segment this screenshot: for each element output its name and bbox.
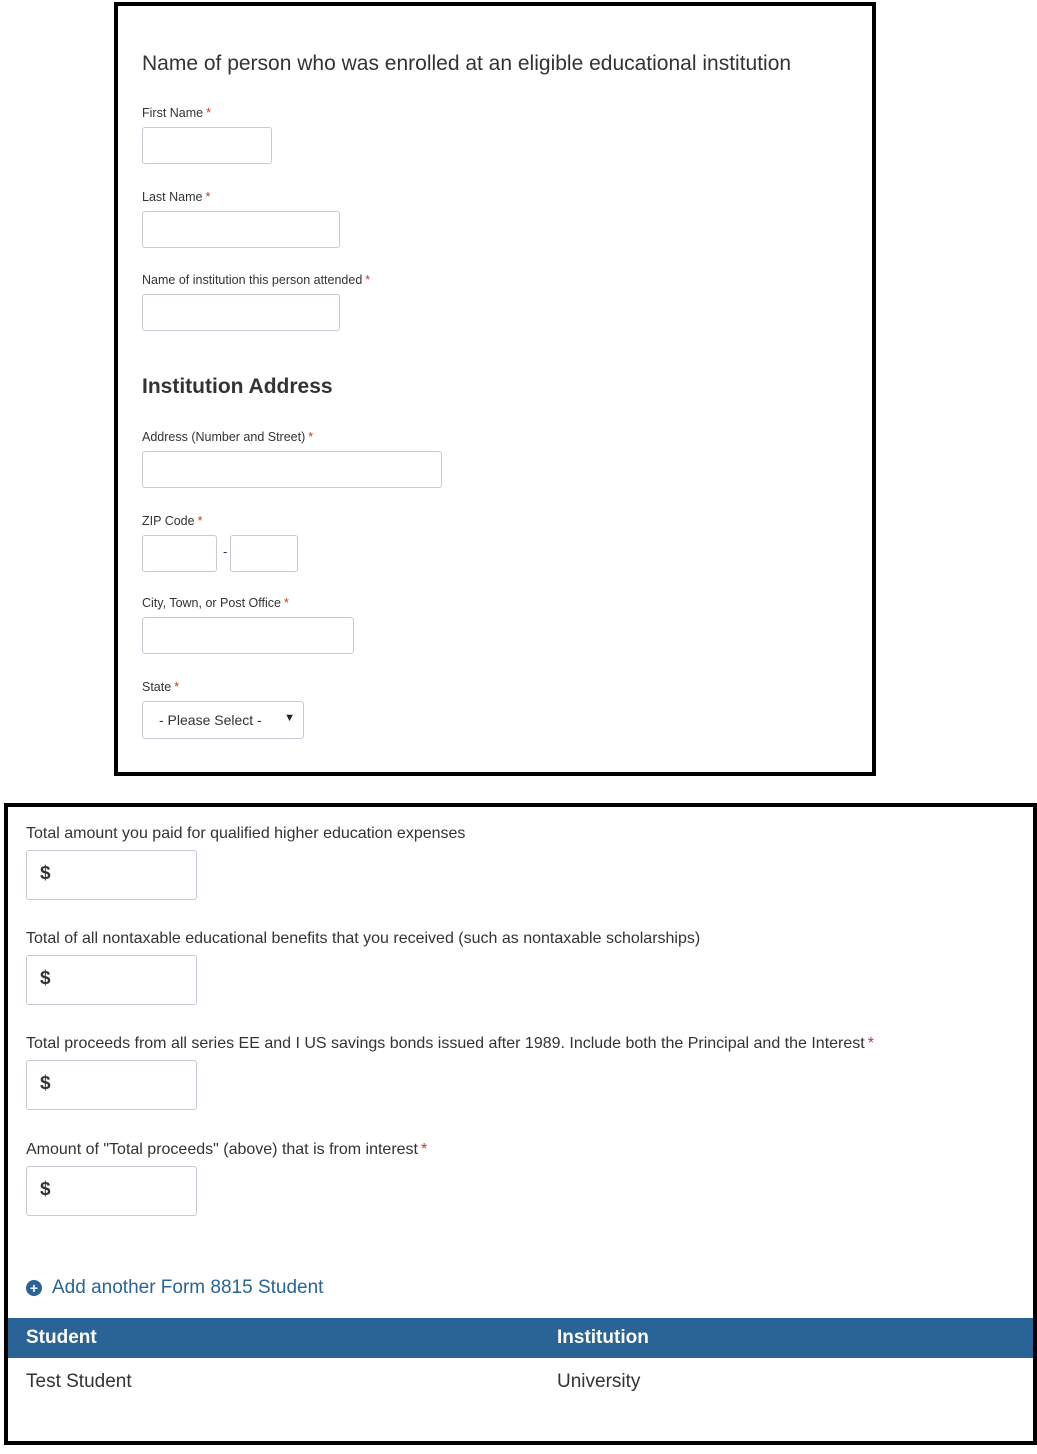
bond-proceeds-label: Total proceeds from all series EE and I US savings bonds issued after 1989. Include both the Principal and the Interest * (26, 1035, 874, 1052)
nontaxable-benefits-input[interactable] (26, 955, 197, 1005)
students-table-header (8, 1318, 1033, 1358)
required-marker: * (867, 1035, 874, 1052)
table-row[interactable] (8, 1365, 1033, 1405)
required-marker: * (420, 1141, 428, 1158)
required-marker: * (283, 596, 289, 610)
institution-name-label: Name of institution this person attended * (142, 273, 371, 287)
last-name-label: Last Name * (142, 190, 211, 204)
dollar-sign: $ (40, 1073, 51, 1094)
nontaxable-benefits-label: Total of all nontaxable educational benefits that you received (such as nontaxable scholarships) (26, 930, 701, 947)
required-marker: * (205, 190, 211, 204)
state-label: State * (142, 680, 180, 694)
bond-proceeds-input[interactable] (26, 1060, 197, 1110)
interest-amount-label: Amount of "Total proceeds" (above) that is from interest * (26, 1141, 428, 1158)
interest-amount-input[interactable] (26, 1166, 197, 1216)
state-select[interactable] (142, 701, 304, 739)
qualified-expenses-label: Total amount you paid for qualified higher education expenses (26, 825, 466, 842)
city-label: City, Town, or Post Office * (142, 596, 289, 610)
last-name-input[interactable] (142, 211, 340, 248)
required-marker: * (174, 680, 180, 694)
required-marker: * (308, 430, 314, 444)
city-input[interactable] (142, 617, 354, 654)
zip-extension-input[interactable] (230, 535, 298, 572)
first-name-label: First Name * (142, 106, 211, 120)
street-address-input[interactable] (142, 451, 442, 488)
zip-code-label: ZIP Code * (142, 514, 203, 528)
required-marker: * (365, 273, 371, 287)
person-section-title: Name of person who was enrolled at an eligible educational institution (142, 52, 792, 75)
state-selected-value: - Please Select - (159, 712, 262, 728)
qualified-expenses-input[interactable] (26, 850, 197, 900)
institution-cell: University (557, 1371, 641, 1392)
person-info-panel (114, 2, 876, 776)
student-cell: Test Student (26, 1371, 132, 1392)
expenses-panel (4, 803, 1037, 1445)
address-section-title: Institution Address (142, 375, 333, 398)
zip-code-input[interactable] (142, 535, 217, 572)
required-marker: * (197, 514, 203, 528)
required-marker: * (206, 106, 211, 120)
add-student-label: Add another Form 8815 Student (52, 1277, 324, 1298)
dollar-sign: $ (40, 968, 51, 989)
caret-down-icon: ▼ (284, 712, 295, 724)
first-name-input[interactable] (142, 127, 272, 164)
dollar-sign: $ (40, 863, 51, 884)
column-header-institution: Institution (557, 1327, 649, 1348)
zip-dash: - (223, 544, 228, 559)
dollar-sign: $ (40, 1179, 51, 1200)
institution-name-input[interactable] (142, 294, 340, 331)
plus-circle-icon: + (26, 1280, 42, 1296)
add-student-link[interactable] (26, 1277, 323, 1299)
column-header-student: Student (26, 1327, 97, 1348)
street-address-label: Address (Number and Street) * (142, 430, 314, 444)
